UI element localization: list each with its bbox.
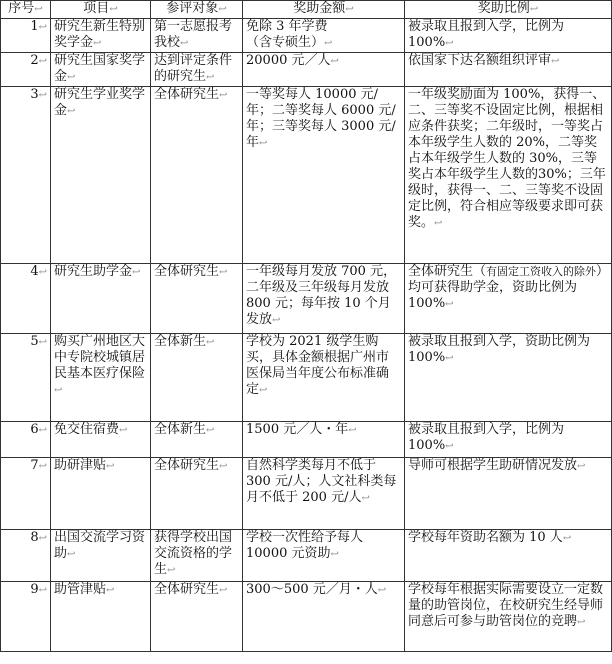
row-amount: 20000 元／人↩ <box>243 53 405 87</box>
row-target: 全体新生↩ <box>151 334 243 422</box>
header-ratio: 奖助比例↩ <box>405 1 612 19</box>
row-index: 5↩ <box>1 334 51 422</box>
row-amount: 一等奖每人 10000 元/年；二等奖每人 6000 元/年；三等奖每人 3000 元/年↩ <box>243 87 405 264</box>
row-target: 全体研究生↩ <box>151 458 243 530</box>
row-item: 出国交流学习资助↩ <box>51 530 151 582</box>
row-target: 全体研究生↩ <box>151 264 243 334</box>
header-item: 项目↩ <box>51 1 151 19</box>
table-row <box>1 87 612 264</box>
row-target: 全体新生↩ <box>151 422 243 458</box>
row-ratio: 学校每年资助名额为 10 人↩ <box>405 530 612 582</box>
row-item: 助研津贴↩ <box>51 458 151 530</box>
row-target: 第一志愿报考我校↩ <box>151 19 243 53</box>
row-target: 全体研究生↩ <box>151 87 243 264</box>
table-row <box>1 53 612 87</box>
row-item: 研究生助学金↩ <box>51 264 151 334</box>
ratio-exception-note: 有固定工资收入的除外 <box>486 265 597 278</box>
table-row <box>1 264 612 334</box>
amount-main: 免除 3 年学费 <box>246 19 328 34</box>
row-amount: 学校为 2021 级学生购买，具体金额根据广州市医保局当年度公布标准确定↩ <box>243 334 405 422</box>
table-row <box>1 458 612 530</box>
row-item: 研究生国家奖学金↩ <box>51 53 151 87</box>
row-amount: 300～500 元／月・人↩ <box>243 582 405 652</box>
row-ratio: 全体研究生（有固定工资收入的除外）均可获得助学金，资助比例为 100%↩ <box>405 264 612 334</box>
row-ratio: 学校每年根据实际需要设立一定数量的助管岗位，在校研究生经导师同意后可参与助管岗位的竞聘↩ <box>405 582 612 652</box>
row-ratio: 被录取且报到入学，比例为100%↩ <box>405 19 612 53</box>
row-ratio: 依国家下达名额组织评审↩ <box>405 53 612 87</box>
row-item: 研究生学业奖学金↩ <box>51 87 151 264</box>
header-index: 序号↩ <box>1 1 51 19</box>
row-index: 6↩ <box>1 422 51 458</box>
row-item: 研究生新生特别奖学金↩ <box>51 19 151 53</box>
row-index: 9↩ <box>1 582 51 652</box>
row-target: 获得学校出国交流资格的学生↩ <box>151 530 243 582</box>
header-target: 参评对象↩ <box>151 1 243 19</box>
row-amount: 自然科学类每月不低于 300 元/人；人文社科类每月不低于 200 元/人↩ <box>243 458 405 530</box>
row-item: 助管津贴↩ <box>51 582 151 652</box>
row-index: 1↩ <box>1 19 51 53</box>
amount-note: （含专硕生）↩ <box>246 35 333 50</box>
row-index: 2↩ <box>1 53 51 87</box>
row-target: 全体研究生↩ <box>151 582 243 652</box>
table-header-row <box>1 1 612 19</box>
row-amount: 学校一次性给予每人 10000 元资助↩ <box>243 530 405 582</box>
row-item: 购买广州地区大中专院校城镇居民基本医疗保险↩ <box>51 334 151 422</box>
table-row <box>1 530 612 582</box>
row-ratio: 被录取且报到入学，比例为100%↩ <box>405 422 612 458</box>
header-amount: 奖助金额↩ <box>243 1 405 19</box>
row-ratio: 被录取且报到入学，资助比例为 100%↩ <box>405 334 612 422</box>
row-amount <box>243 19 405 53</box>
row-ratio: 一年级奖励面为 100%，获得一、二、三等奖不设固定比例，根据相应条件获奖；二年级时，一等奖占本年级学生人数的 20%，二等奖占本年级学生人数的 30%，三等奖占本年级学生人数的30%；三年级时，获得一、二、三等奖不设固定比例，符合相应等级要求即可获奖。↩ <box>405 87 612 264</box>
row-index: 8↩ <box>1 530 51 582</box>
table-row <box>1 422 612 458</box>
table-row <box>1 19 612 53</box>
row-amount: 1500 元／人・年↩ <box>243 422 405 458</box>
row-ratio: 导师可根据学生助研情况发放↩ <box>405 458 612 530</box>
row-index: 4↩ <box>1 264 51 334</box>
row-index: 7↩ <box>1 458 51 530</box>
table-row <box>1 334 612 422</box>
row-amount: 一年级每月发放 700 元，二年级及三年级每月发放 800 元；每年按 10 个月发放↩ <box>243 264 405 334</box>
table-row <box>1 582 612 652</box>
row-index: 3↩ <box>1 87 51 264</box>
row-target: 达到评定条件的研究生↩ <box>151 53 243 87</box>
row-item: 免交住宿费↩ <box>51 422 151 458</box>
